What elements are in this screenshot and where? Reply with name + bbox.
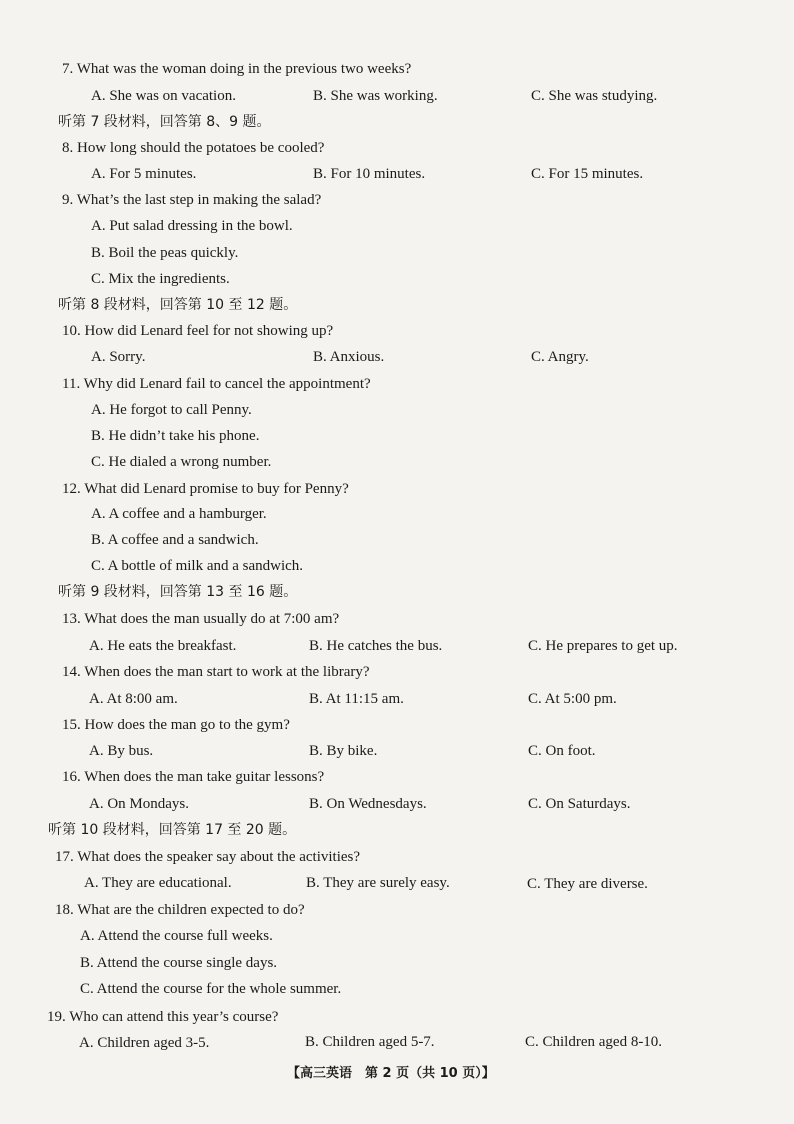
question-13-stem: 13. What does the man usually do at 7:00 am? bbox=[62, 611, 340, 627]
question-16-option-c: C. On Saturdays. bbox=[528, 796, 631, 812]
question-13-option-b: B. He catches the bus. bbox=[309, 638, 443, 654]
question-12-stem: 12. What did Lenard promise to buy for Penny? bbox=[62, 481, 349, 497]
question-9-option-c: C. Mix the ingredients. bbox=[91, 271, 230, 287]
question-13-option-c: C. He prepares to get up. bbox=[528, 638, 678, 654]
question-11-option-b: B. He didn’t take his phone. bbox=[91, 428, 260, 444]
question-19-option-c: C. Children aged 8-10. bbox=[525, 1034, 663, 1050]
section-8-heading: 听第 8 段材料，回答第 10 至 12 题。 bbox=[58, 297, 298, 313]
question-11-option-c: C. He dialed a wrong number. bbox=[91, 454, 272, 470]
page-footer: 【高三英语 第 2 页（共 10 页）】 bbox=[287, 1066, 495, 1081]
question-19-option-b: B. Children aged 5-7. bbox=[305, 1034, 435, 1050]
question-17-option-c: C. They are diverse. bbox=[527, 876, 648, 892]
question-9-option-a: A. Put salad dressing in the bowl. bbox=[91, 218, 293, 234]
question-18-option-c: C. Attend the course for the whole summer. bbox=[80, 981, 342, 997]
question-8-stem: 8. How long should the potatoes be cooled? bbox=[62, 140, 325, 156]
question-14-option-a: A. At 8:00 am. bbox=[89, 691, 178, 707]
question-15-option-c: C. On foot. bbox=[528, 743, 596, 759]
question-11-stem: 11. Why did Lenard fail to cancel the appointment? bbox=[62, 376, 371, 392]
question-12-option-c: C. A bottle of milk and a sandwich. bbox=[91, 558, 304, 574]
question-12-option-a: A. A coffee and a hamburger. bbox=[91, 506, 267, 522]
question-16-option-a: A. On Mondays. bbox=[89, 796, 189, 812]
question-12-option-b: B. A coffee and a sandwich. bbox=[91, 532, 259, 548]
question-16-stem: 16. When does the man take guitar lessons? bbox=[62, 769, 325, 785]
question-15-stem: 15. How does the man go to the gym? bbox=[62, 717, 290, 733]
question-8-option-a: A. For 5 minutes. bbox=[91, 166, 197, 182]
question-17-option-b: B. They are surely easy. bbox=[306, 875, 450, 891]
question-11-option-a: A. He forgot to call Penny. bbox=[91, 402, 252, 418]
question-14-option-c: C. At 5:00 pm. bbox=[528, 691, 617, 707]
question-16-option-b: B. On Wednesdays. bbox=[309, 796, 427, 812]
question-9-stem: 9. What’s the last step in making the salad? bbox=[62, 192, 322, 208]
question-7-option-b: B. She was working. bbox=[313, 88, 438, 104]
section-10-heading: 听第 10 段材料，回答第 17 至 20 题。 bbox=[48, 822, 297, 838]
question-7-stem: 7. What was the woman doing in the previous two weeks? bbox=[62, 61, 412, 77]
question-10-stem: 10. How did Lenard feel for not showing up? bbox=[62, 323, 334, 339]
question-17-option-a: A. They are educational. bbox=[84, 875, 232, 891]
question-15-option-b: B. By bike. bbox=[309, 743, 378, 759]
section-7-heading: 听第 7 段材料，回答第 8、9 题。 bbox=[58, 114, 271, 130]
question-10-option-a: A. Sorry. bbox=[91, 349, 146, 365]
question-18-stem: 18. What are the children expected to do? bbox=[55, 902, 305, 918]
question-13-option-a: A. He eats the breakfast. bbox=[89, 638, 237, 654]
question-8-option-b: B. For 10 minutes. bbox=[313, 166, 426, 182]
question-9-option-b: B. Boil the peas quickly. bbox=[91, 245, 239, 261]
question-7-option-a: A. She was on vacation. bbox=[91, 88, 236, 104]
section-9-heading: 听第 9 段材料，回答第 13 至 16 题。 bbox=[58, 584, 298, 600]
question-8-option-c: C. For 15 minutes. bbox=[531, 166, 644, 182]
question-15-option-a: A. By bus. bbox=[89, 743, 154, 759]
question-14-stem: 14. When does the man start to work at the library? bbox=[62, 664, 370, 680]
question-18-option-b: B. Attend the course single days. bbox=[80, 955, 278, 971]
question-18-option-a: A. Attend the course full weeks. bbox=[80, 928, 273, 944]
question-17-stem: 17. What does the speaker say about the activities? bbox=[55, 849, 361, 865]
question-7-option-c: C. She was studying. bbox=[531, 88, 658, 104]
question-14-option-b: B. At 11:15 am. bbox=[309, 691, 404, 707]
question-19-stem: 19. Who can attend this year’s course? bbox=[47, 1009, 279, 1025]
question-10-option-b: B. Anxious. bbox=[313, 349, 385, 365]
question-19-option-a: A. Children aged 3-5. bbox=[79, 1035, 210, 1051]
question-10-option-c: C. Angry. bbox=[531, 349, 589, 365]
